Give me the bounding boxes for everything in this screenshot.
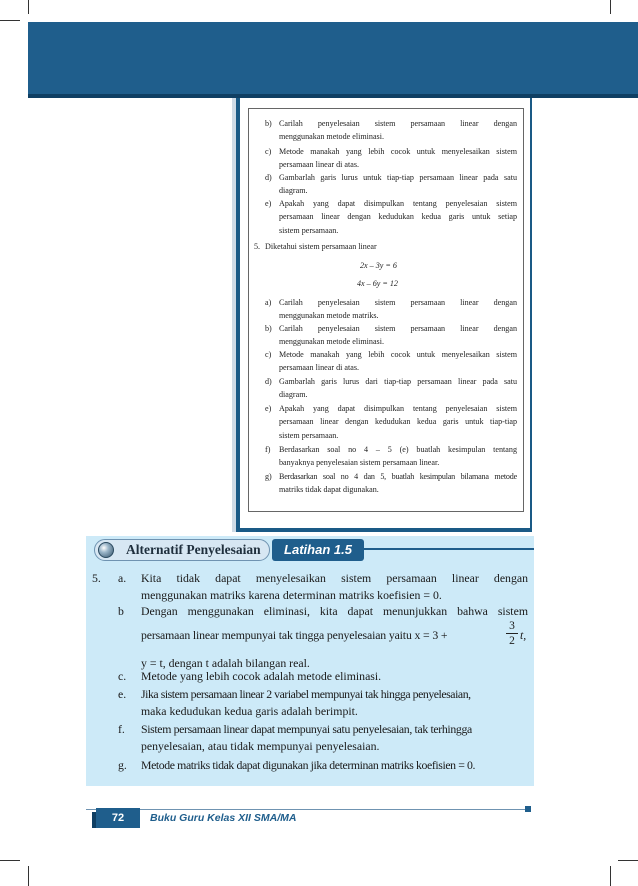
q5-item-a [265,296,517,323]
answer-line: Metode yang lebih cocok adalah metode eliminasi. [141,669,382,683]
item-label: d) [265,173,272,182]
q5-item-d [265,375,517,402]
q4-item-e [265,197,517,237]
answer-label: b [118,604,124,618]
item-label: b) [265,324,272,333]
answer-item-c [118,668,528,685]
fraction-tail: t, [520,628,527,642]
item-line: persamaan linear di atas. [279,363,360,373]
section-title: Alternatif Penyelesaian [126,542,261,557]
answer-number: 5. [92,571,101,585]
item-label: a) [265,298,272,307]
header-banner [28,22,638,94]
item-line: Carilah penyelesaian sistem persamaan linear dengan [279,324,517,333]
answer-label: e. [118,687,127,701]
item-line: Apakah yang dapat disimpulkan tentang penyelesaian sistem [279,404,517,413]
q5-equation-1: 2x – 3y = 6 [360,261,397,270]
fraction-denominator: 2 [506,633,518,648]
globe-icon [98,542,114,558]
answer-line: maka kedudukan kedua garis adalah berimpit. [141,704,358,718]
answer-line: Jika sistem persamaan linear 2 variabel mempunyai tak hingga penyelesaian, [141,687,471,701]
item-line: menggunakan metode matriks. [279,311,379,321]
answer-line: menggunakan matriks karena determinan matriks koefisien = 0. [141,588,442,602]
crop-mark [0,20,20,21]
fraction-numerator: 3 [509,620,515,632]
item-line: persamaan linear dengan kedudukan kedua garis untuk tiap-tiap [279,417,517,427]
item-line: Gambarlah garis lurus dari tiap-tiap persamaan linear pada satu [279,377,517,386]
answer-item-g [118,757,530,774]
item-line: banyaknya penyelesaian sistem persamaan linear. [279,458,440,468]
answer-line: Kita tidak dapat menyelesaikan sistem persamaan linear dengan [141,571,528,585]
q4-item-c [265,145,517,172]
item-label: b) [265,119,272,128]
answer-item-f [118,721,528,755]
answer-item-a [118,570,528,604]
q5-item-f [265,443,517,470]
item-line: Berdasarkan soal no 4 dan 5, buatlah kesimpulan bilamana metode [279,472,517,481]
answer-label: c. [118,669,127,683]
item-label: f) [265,445,271,454]
q5-item-b [265,322,517,349]
crop-mark [28,0,29,14]
item-line: menggunakan metode eliminasi. [279,337,384,347]
answer-item-e [118,686,528,720]
q5-number: 5. [254,242,261,251]
q4-item-d [265,171,517,198]
answer-line: persamaan linear mempunyai tak tingga penyelesaian yaitu x = 3 + [141,628,448,642]
answer-item-b [118,603,528,672]
answer-line: Sistem persamaan linear dapat mempunyai satu penyelesaian, tak terhingga [141,722,472,736]
crop-mark [610,866,611,886]
item-line: diagram. [279,390,308,400]
answer-line: penyelesaian, atau tidak mempunyai penyelesaian. [141,739,380,753]
item-line: sistem persamaan. [279,430,339,440]
item-label: d) [265,377,272,386]
crop-mark [610,0,611,14]
book-title: Buku Guru Kelas XII SMA/MA [150,812,297,824]
q5-equation-2: 4x – 6y = 12 [357,279,398,288]
crop-mark [618,860,638,861]
crop-mark [0,860,20,861]
q5-item-c [265,348,517,375]
section-header-rule [364,548,534,550]
item-line: matriks tidak dapat digunakan. [279,485,379,495]
answer-label: a. [118,571,127,585]
item-line: Berdasarkan soal no 4 – 5 (e) buatlah kesimpulan tentang [279,445,517,454]
item-line: Carilah penyelesaian sistem persamaan linear dengan [279,298,517,307]
answer-line: y = t, dengan t adalah bilangan real. [141,656,310,670]
footer-square [525,806,531,812]
answer-label: f. [118,722,125,736]
footer-rule [86,809,526,810]
item-label: e) [265,404,272,413]
q5-item-e [265,402,517,442]
answer-line: Dengan menggunakan eliminasi, kita dapat menunjukkan bahwa sistem [141,604,528,618]
item-line: menggunakan metode eliminasi. [279,132,384,142]
q4-item-b [265,117,517,144]
item-line: diagram. [279,186,308,196]
crop-mark [28,866,29,886]
answer-label: g. [118,758,127,772]
q5-item-g [265,470,517,497]
item-line: Metode manakah yang lebih cocok untuk menyelesaikan sistem [279,350,517,359]
item-line: sistem persamaan. [279,225,339,235]
item-line: persamaan linear di atas. [279,160,360,170]
item-line: persamaan linear dengan kedudukan kedua garis untuk setiap [279,212,517,222]
q5-intro: Diketahui sistem persamaan linear [265,242,377,251]
item-label: e) [265,199,272,208]
item-line: Apakah yang dapat disimpulkan tentang penyelesaian sistem [279,199,517,208]
item-line: Carilah penyelesaian sistem persamaan linear dengan [279,119,517,128]
item-line: Gambarlah garis lurus untuk tiap-tiap persamaan linear pada satu [279,173,517,182]
item-label: c) [265,350,272,359]
item-line: Metode manakah yang lebih cocok untuk menyelesaikan sistem [279,147,517,156]
exercise-badge: Latihan 1.5 [272,539,364,561]
item-label: g) [265,472,272,481]
answer-line: Metode matriks tidak dapat digunakan jika determinan matriks koefisien = 0. [141,758,476,772]
page-number: 72 [96,808,140,828]
item-label: c) [265,147,272,156]
fraction [506,619,518,648]
